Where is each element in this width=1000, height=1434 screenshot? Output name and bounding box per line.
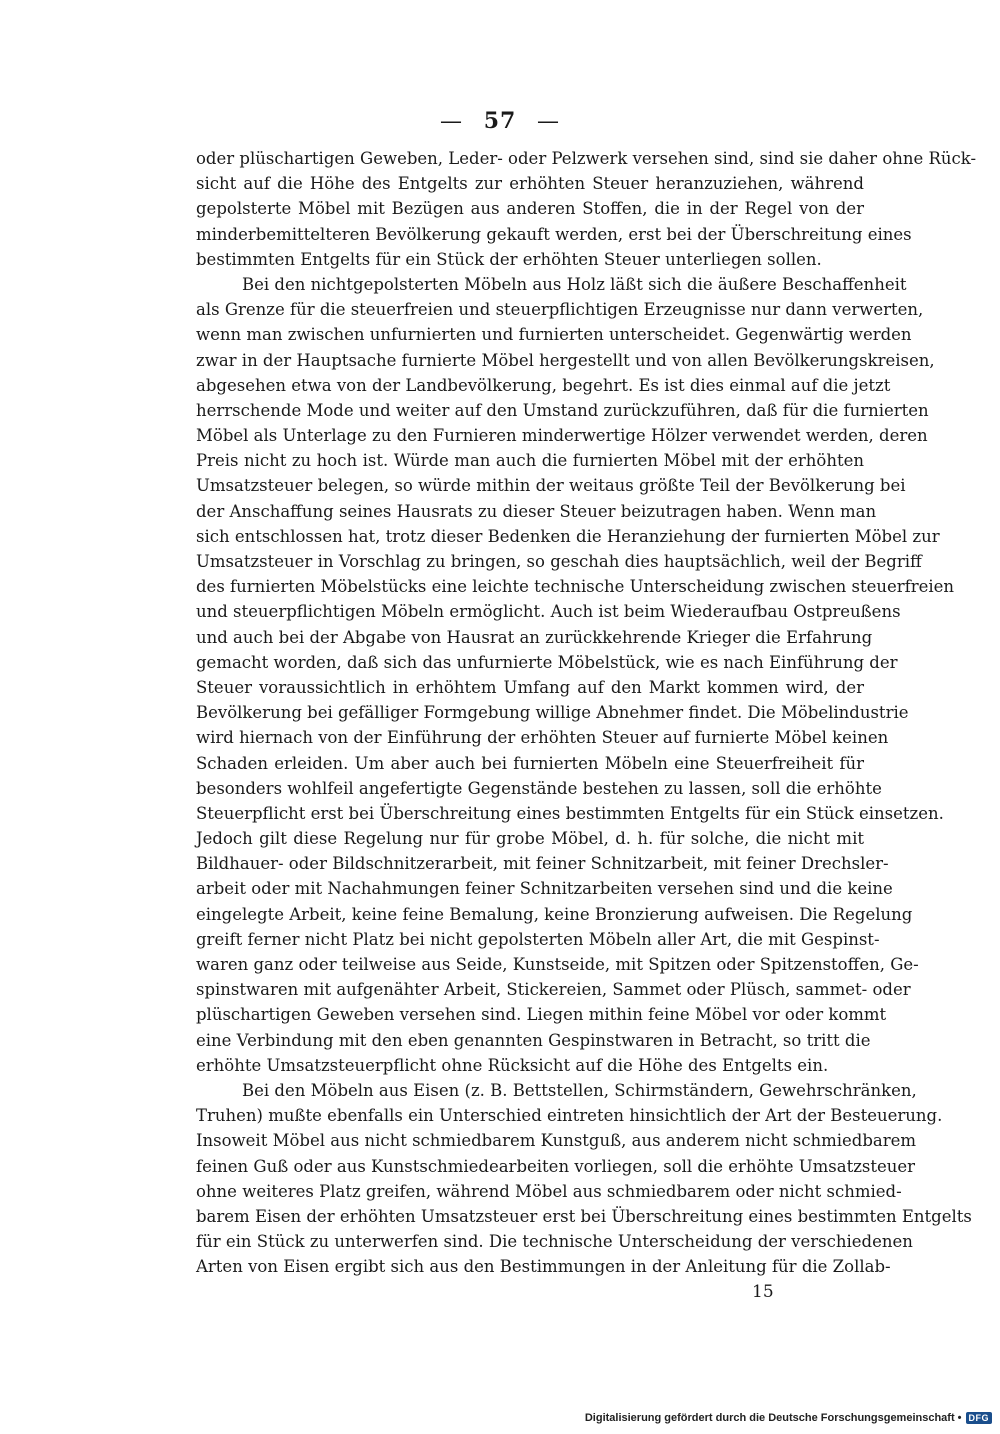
signature-mark: 15 [752,1282,774,1302]
text-line: Preis nicht zu hoch ist. Würde man auch die furnierten Möbel mit der erhöhten [196,451,864,471]
text-line: spinstwaren mit aufgenähter Arbeit, Stickereien, Sammet oder Plüsch, sammet- oder [196,980,911,1000]
text-line: besonders wohlfeil angefertigte Gegenstände bestehen zu lassen, soll die erhöhte [196,778,882,798]
text-line: herrschende Mode und weiter auf den Umstand zurückzuführen, daß für die furnierten [196,400,929,420]
text-line: feinen Guß oder aus Kunstschmiedearbeiten vorliegen, soll die erhöhte Umsatzsteuer [196,1156,916,1176]
text-line: gemacht worden, daß sich das unfurnierte Möbelstück, wie es nach Einführung der [196,652,898,672]
text-line: Insoweit Möbel aus nicht schmiedbarem Kunstguß, aus anderem nicht schmiedbarem [196,1131,917,1151]
text-line: als Grenze für die steuerfreien und steuerpflichtigen Erzeugnisse nur dann verwerten, [196,300,924,320]
text-line: abgesehen etwa von der Landbevölkerung, begehrt. Es ist dies einmal auf die jetzt [196,375,891,395]
footer-credit [585,1412,992,1424]
page-number: 57 [483,108,517,134]
text-line: Jedoch gilt diese Regelung nur für grobe Möbel, d. h. für solche, die nicht mit [196,829,864,849]
text-line: Steuer voraussichtlich in erhöhtem Umfang auf den Markt kommen wird, der [196,677,864,697]
text-line: eingelegte Arbeit, keine feine Bemalung, keine Bronzierung aufweisen. Die Regelung [196,904,913,924]
text-line: eine Verbindung mit den eben genannten Gespinstwaren in Betracht, so tritt die [196,1030,871,1050]
text-line: greift ferner nicht Platz bei nicht gepolsterten Möbeln aller Art, die mit Gespinst- [196,929,880,949]
text-line: wird hiernach von der Einführung der erhöhten Steuer auf furnierte Möbel keinen [196,728,889,748]
text-line: des furnierten Möbelstücks eine leichte technische Unterscheidung zwischen steuerfreien [196,577,955,597]
text-line: waren ganz oder teilweise aus Seide, Kunstseide, mit Spitzen oder Spitzenstoffen, Ge- [196,955,919,974]
text-line: ohne weiteres Platz greifen, während Möbel aus schmiedbarem oder nicht schmied- [196,1181,902,1201]
page-header [0,108,1000,134]
text-line: Umsatzsteuer belegen, so würde mithin der weitaus größte Teil der Bevölkerung bei [196,476,906,496]
text-line: gepolsterte Möbel mit Bezügen aus anderen Stoffen, die in der Regel von der [196,199,864,219]
text-line: Umsatzsteuer in Vorschlag zu bringen, so geschah dies hauptsächlich, weil der Begriff [196,552,922,571]
text-line: barem Eisen der erhöhten Umsatzsteuer erst bei Überschreitung eines bestimmten Entgelts [196,1206,972,1226]
text-line: Möbel als Unterlage zu den Furnieren minderwertige Hölzer verwendet werden, deren [196,426,928,446]
text-line: Bevölkerung bei gefälliger Formgebung willige Abnehmer findet. Die Möbelindustrie [196,703,909,723]
text-line: Schaden erleiden. Um aber auch bei furnierten Möbeln eine Steuerfreiheit für [196,753,864,773]
text-line: Bildhauer- oder Bildschnitzerarbeit, mit feiner Schnitzarbeit, mit feiner Drechsler- [196,854,889,874]
text-line: sicht auf die Höhe des Entgelts zur erhöhten Steuer heranzuziehen, während [196,174,864,194]
text-line: arbeit oder mit Nachahmungen feiner Schnitzarbeiten versehen sind und die keine [196,879,893,899]
text-line: Steuerpflicht erst bei Überschreitung eines bestimmten Entgelts für ein Stück einsetzen. [196,803,944,823]
text-line: Arten von Eisen ergibt sich aus den Bestimmungen in der Anleitung für die Zollab- [196,1257,891,1277]
text-line: sich entschlossen hat, trotz dieser Bedenken die Heranziehung der furnierten Möbel zur [196,526,940,546]
text-line: wenn man zwischen unfurnierten und furnierten unterscheidet. Gegenwärtig werden [196,325,912,345]
text-line: zwar in der Hauptsache furnierte Möbel hergestellt und von allen Bevölkerungskreisen, [196,350,935,370]
text-line: erhöhte Umsatzsteuerpflicht ohne Rücksicht auf die Höhe des Entgelts ein. [196,1055,829,1075]
footer-separator: • [957,1412,962,1424]
text-line: und auch bei der Abgabe von Hausrat an zurückkehrende Krieger die Erfahrung [196,627,873,647]
footer-credit-text: Digitalisierung gefördert durch die Deutsche Forschungsgemeinschaft [584,1412,955,1424]
text-line: oder plüschartigen Geweben, Leder- oder Pelzwerk versehen sind, sind sie daher ohne Rück- [196,149,977,168]
text-line: Truhen) mußte ebenfalls ein Unterschied eintreten hinsichtlich der Art der Besteuerung. [196,1106,943,1126]
dfg-logo-icon: DFG [966,1412,993,1424]
text-line: Bei den nichtgepolsterten Möbeln aus Holz läßt sich die äußere Beschaffenheit [242,274,907,294]
header-dash-right: — [536,109,560,134]
text-line: minderbemittelteren Bevölkerung gekauft werden, erst bei der Überschreitung eines [196,224,912,244]
text-line: der Anschaffung seines Hausrats zu dieser Steuer beizutragen haben. Wenn man [196,501,877,521]
header-dash-left: — [440,109,464,134]
text-line: plüschartigen Geweben versehen sind. Liegen mithin feine Möbel vor oder kommt [196,1005,887,1025]
text-line: Bei den Möbeln aus Eisen (z. B. Bettstellen, Schirmständern, Gewehrschränken, [242,1080,917,1100]
text-line: und steuerpflichtigen Möbeln ermöglicht. Auch ist beim Wiederaufbau Ostpreußens [196,602,901,622]
text-line: bestimmten Entgelts für ein Stück der erhöhten Steuer unterliegen sollen. [196,249,822,269]
text-line: für ein Stück zu unterwerfen sind. Die technische Unterscheidung der verschiedenen [196,1232,913,1252]
body-text [196,146,977,1279]
